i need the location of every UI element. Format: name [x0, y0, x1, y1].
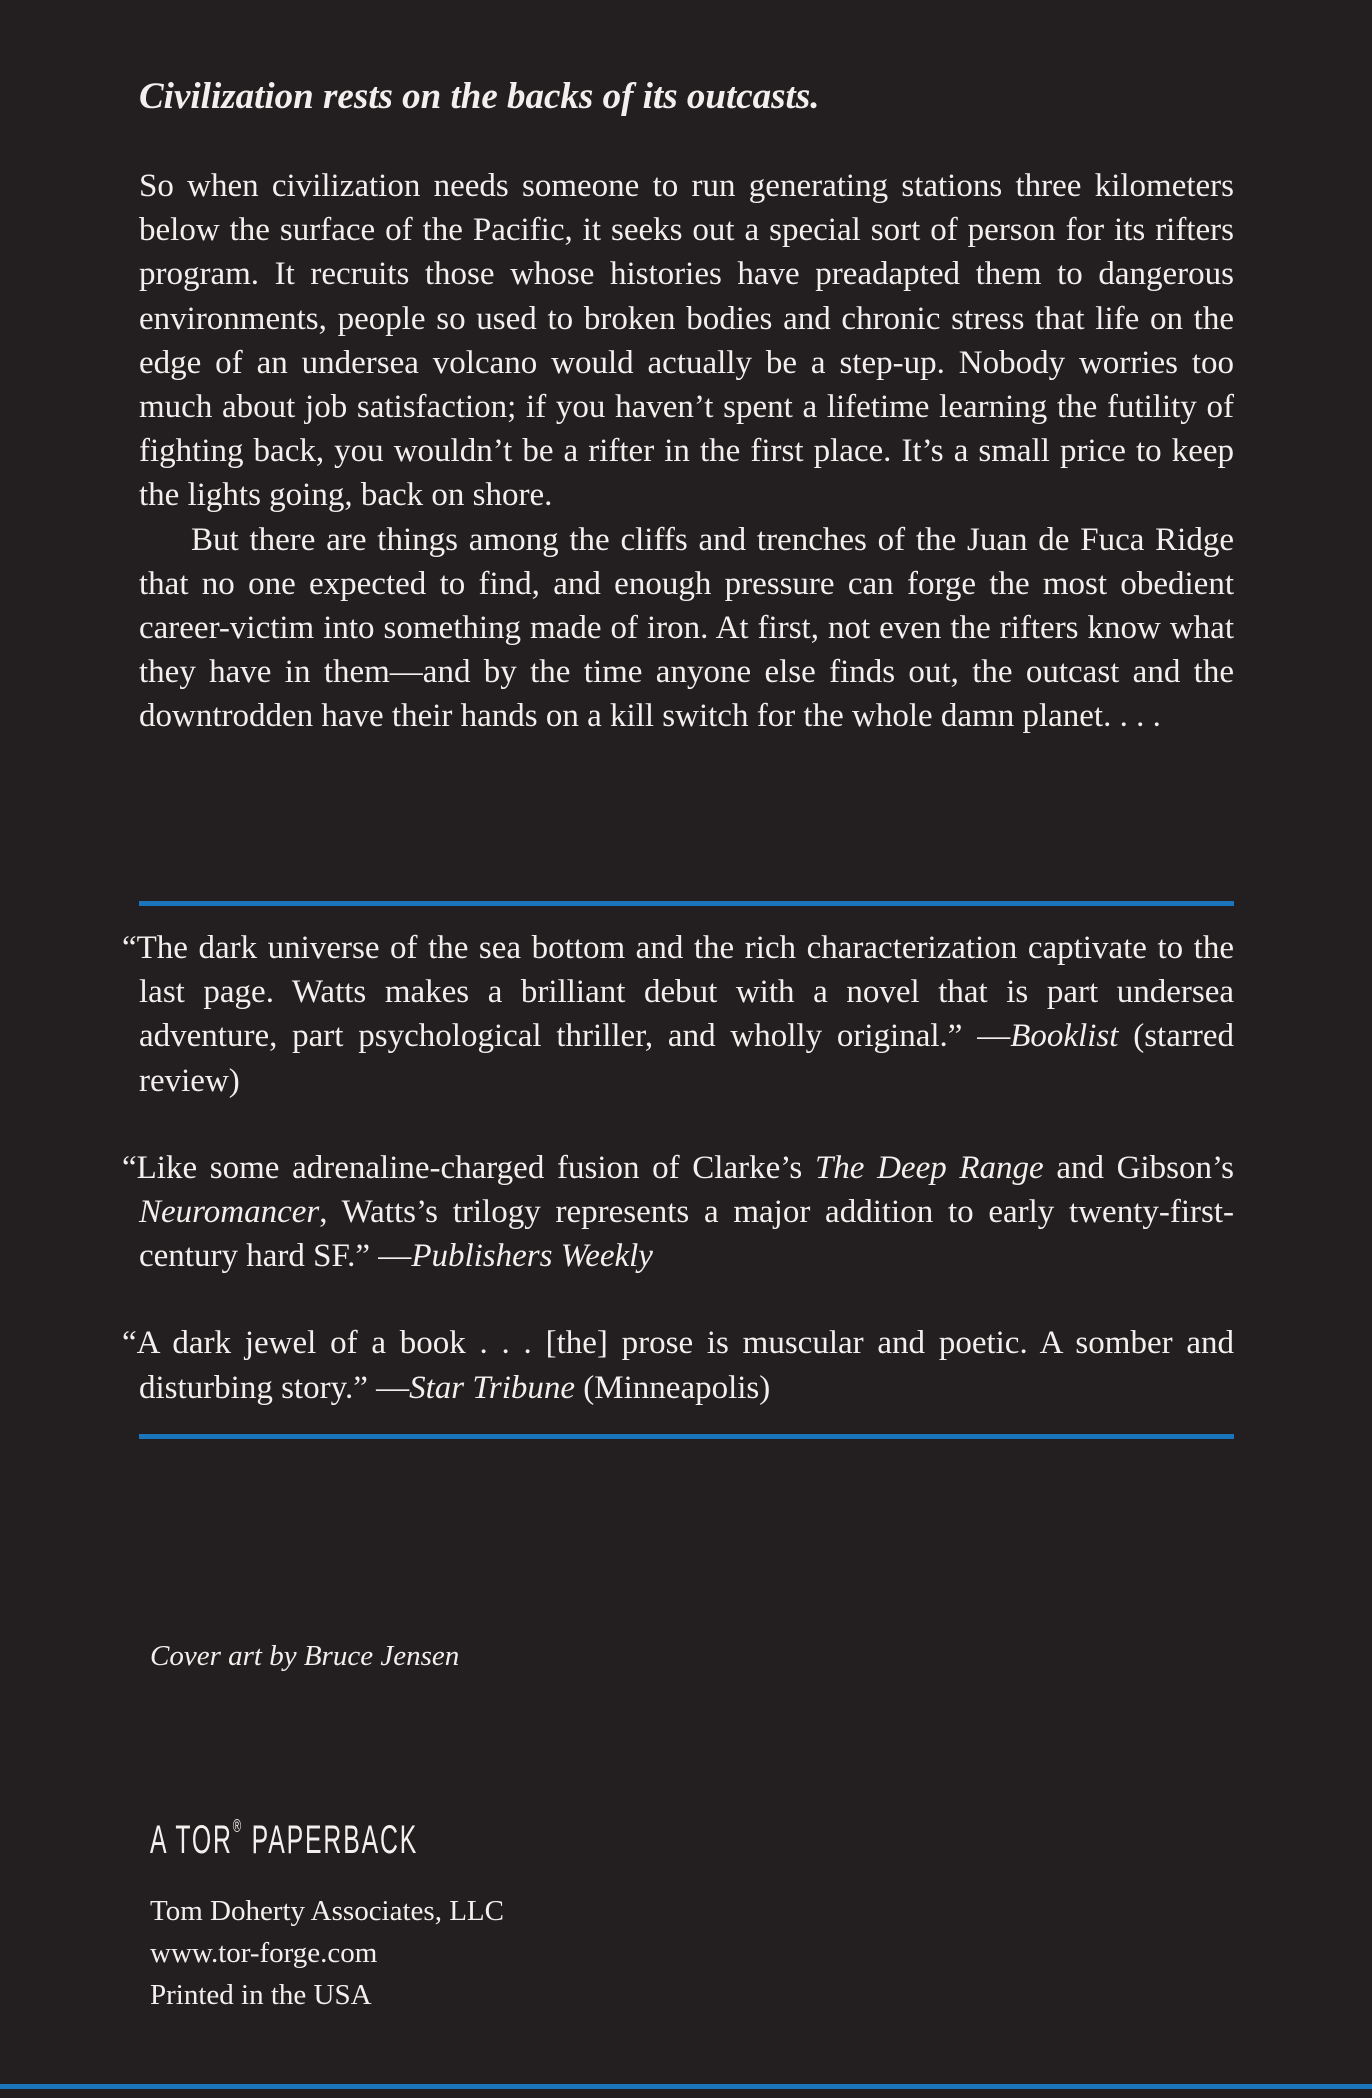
quote-text: “The dark universe of the sea bottom and the rich characterization captivate to the last page. Watts makes a brilliant debut with a novel that is part undersea adventure, part psychological thriller, and wholly original.” — [122, 930, 1234, 1055]
quote-source: Publishers Weekly [411, 1238, 653, 1275]
review-quote-star-tribune [122, 1321, 1234, 1409]
quote-source: Booklist [1010, 1018, 1119, 1055]
quote-text: , Watts’s trilogy represents a major addition to early twenty-first-century hard SF.” — [139, 1194, 1234, 1275]
review-quote-booklist [122, 926, 1234, 1103]
publisher-name: Tom Doherty Associates, LLC [150, 1895, 504, 1927]
registered-mark: ® [232, 1816, 243, 1836]
imprint-prefix: A TOR [150, 1818, 233, 1862]
blurb-paragraph-1: So when civilization needs someone to run generating stations three kilometers below the surface of the Pacific, it seeks out a special sort of person for its rifters program. It recruits those whose histories have preadapted them to dangerous environments, people so used to broken bodies and chronic stress that life on the edge of an undersea volcano would actually be a step-up. Nobody worries too much about job satisfaction; if you haven’t spent a lifetime learning the futility of fighting back, you wouldn’t be a rifter in the first place. It’s a small price to keep the lights going, back on shore. [139, 168, 1234, 514]
printed-location: Printed in the USA [150, 1979, 372, 2011]
blurb [139, 164, 1234, 739]
quote-text: and Gibson’s [1043, 1149, 1235, 1186]
divider-bottom [139, 1434, 1234, 1439]
publisher-website: www.tor-forge.com [150, 1937, 378, 1969]
quote-note: (starred review) [139, 1018, 1234, 1099]
imprint-logo [150, 1818, 418, 1863]
quote-text: “A dark jewel of a book . . . [the] prose is muscular and poetic. A somber and disturbing story.” — [122, 1325, 1234, 1406]
quote-book-title: Neuromancer [139, 1194, 320, 1231]
tagline: Civilization rests on the backs of its outcasts. [139, 76, 820, 117]
publisher-info [150, 1890, 504, 2016]
divider-top [139, 901, 1234, 906]
cover-art-credit: Cover art by Bruce Jensen [150, 1640, 460, 1672]
quote-text: “Like some adrenaline-charged fusion of Clarke’s [122, 1149, 815, 1186]
blurb-paragraph-2: But there are things among the cliffs and trenches of the Juan de Fuca Ridge that no one expected to find, and enough pressure can forge the most obedient career-victim into something made of iron. At first, not even the rifters know what they have in them—and by the time anyone else finds out, the outcast and the downtrodden have their hands on a kill switch for the whole damn planet. . . . [139, 521, 1234, 735]
quote-note: (Minneapolis) [575, 1369, 771, 1406]
bottom-edge-rule [0, 2084, 1372, 2089]
imprint-suffix: PAPERBACK [242, 1818, 419, 1862]
review-quotes [122, 926, 1235, 1410]
quote-book-title: The Deep Range [814, 1149, 1044, 1186]
quote-source: Star Tribune [409, 1369, 576, 1406]
review-quote-publishers-weekly [122, 1146, 1235, 1279]
